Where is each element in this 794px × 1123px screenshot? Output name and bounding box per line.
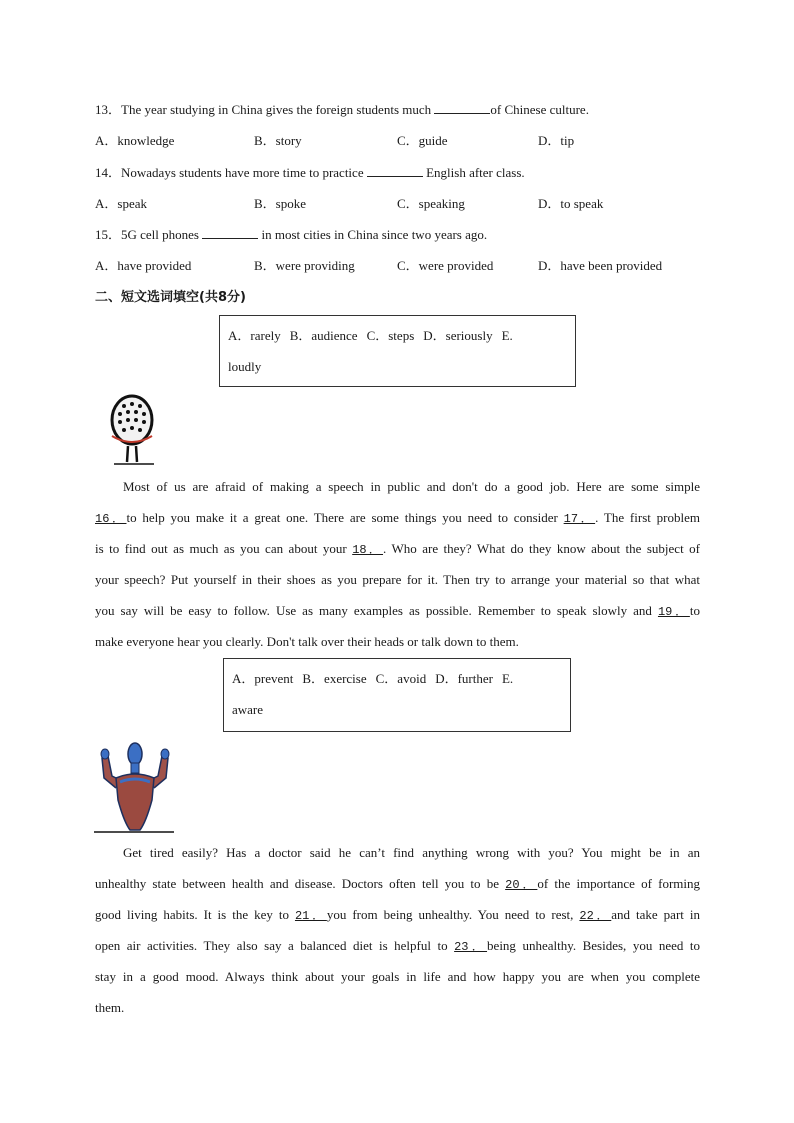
passage-1 — [95, 471, 700, 657]
passage-line: open air activities. They also say a balanced diet is helpful to 23．being unhealthy. Besides, you need to — [95, 938, 700, 954]
option-a[interactable]: A．knowledge — [95, 133, 175, 148]
question-13: 13．The year studying in China gives the foreign students much of Chinese culture. — [95, 102, 589, 117]
blank-22[interactable]: 22． — [579, 909, 612, 923]
word-box-2 — [223, 658, 571, 732]
word-option: C．steps — [366, 328, 415, 343]
question-14-options — [95, 195, 705, 213]
passage-line: stay in a good mood. Always think about your goals in life and how happy you are when you complete — [95, 969, 700, 984]
question-15: 15．5G cell phones in most cities in China since two years ago. — [95, 227, 488, 242]
question-14: 14．Nowadays students have more time to practice English after class. — [95, 165, 525, 180]
word-option: A．rarely — [228, 328, 281, 343]
passage-line: you say will be easy to follow. Use as many examples as possible. Remember to speak slowly and 19．to — [95, 603, 700, 619]
word-box-1 — [219, 315, 576, 387]
passage-line: good living habits. It is the key to 21．you from being unhealthy. You need to rest, 22．and take part in — [95, 907, 701, 923]
word-box-1-line1 — [228, 320, 567, 351]
word-option: C．avoid — [375, 671, 427, 686]
answer-blank[interactable] — [202, 226, 258, 239]
passage-line: 16．to help you make it a great one. There are some things you need to consider 17．. The first problem — [95, 510, 700, 526]
passage-2 — [95, 837, 700, 1023]
blank-20[interactable]: 20． — [505, 878, 538, 892]
flexing-figure-illustration — [94, 738, 176, 834]
passage-line: Most of us are afraid of making a speech in public and don't do a good job. Here are some simple — [123, 479, 700, 494]
option-d[interactable]: D．to speak — [538, 196, 604, 211]
option-a[interactable]: A．have provided — [95, 258, 192, 273]
option-d[interactable]: D．have been provided — [538, 258, 663, 273]
blank-21[interactable]: 21． — [294, 909, 327, 923]
passage-line: them. — [95, 1000, 125, 1015]
word-box-1-line2: loudly — [228, 359, 262, 374]
blank-18[interactable]: 18． — [352, 543, 384, 557]
word-option: D．further — [435, 671, 493, 686]
word-option: A．prevent — [232, 671, 294, 686]
option-b[interactable]: B．spoke — [254, 196, 307, 211]
option-b[interactable]: B．were providing — [254, 258, 355, 273]
blank-19[interactable]: 19． — [657, 605, 690, 619]
word-box-2-line1 — [232, 663, 562, 694]
passage-line: make everyone hear you clearly. Don't talk over their heads or talk down to them. — [95, 634, 519, 649]
blank-23[interactable]: 23． — [454, 940, 488, 954]
answer-blank[interactable] — [367, 164, 423, 177]
word-option: B．audience — [289, 328, 358, 343]
option-c[interactable]: C．were provided — [397, 258, 494, 273]
word-option: E. — [501, 671, 514, 686]
answer-blank[interactable] — [434, 101, 490, 114]
word-option: E. — [501, 328, 513, 343]
option-b[interactable]: B．story — [254, 133, 302, 148]
question-13-text: 13．The year studying in China gives the foreign students much — [95, 102, 435, 117]
blank-16[interactable]: 16． — [95, 512, 127, 526]
question-15-text: 15．5G cell phones — [95, 227, 203, 242]
word-option: D．seriously — [423, 328, 493, 343]
option-c[interactable]: C．speaking — [397, 196, 465, 211]
passage-line: unhealthy state between health and disease. Doctors often tell you to be 20．of the importance of forming — [95, 876, 700, 892]
option-a[interactable]: A．speak — [95, 196, 147, 211]
option-d[interactable]: D．tip — [538, 133, 575, 148]
question-13-options — [95, 132, 705, 150]
blank-17[interactable]: 17． — [563, 512, 596, 526]
section-title: 二、短文选词填空(共8分) — [95, 290, 246, 305]
question-14-text: 14．Nowadays students have more time to practice — [95, 165, 367, 180]
option-c[interactable]: C．guide — [397, 133, 448, 148]
passage-line: your speech? Put yourself in their shoes as you prepare for it. Then try to arrange your material so that what — [95, 572, 700, 587]
passage-line: Get tired easily? Has a doctor said he can’t find anything wrong with you? You might be in an — [123, 845, 700, 860]
word-box-2-line2: aware — [232, 702, 264, 717]
passage-line: is to find out as much as you can about your 18．. Who are they? What do they know about the subject of — [95, 541, 700, 557]
microphone-illustration — [104, 390, 160, 466]
question-15-options — [95, 257, 705, 275]
word-option: B．exercise — [302, 671, 367, 686]
